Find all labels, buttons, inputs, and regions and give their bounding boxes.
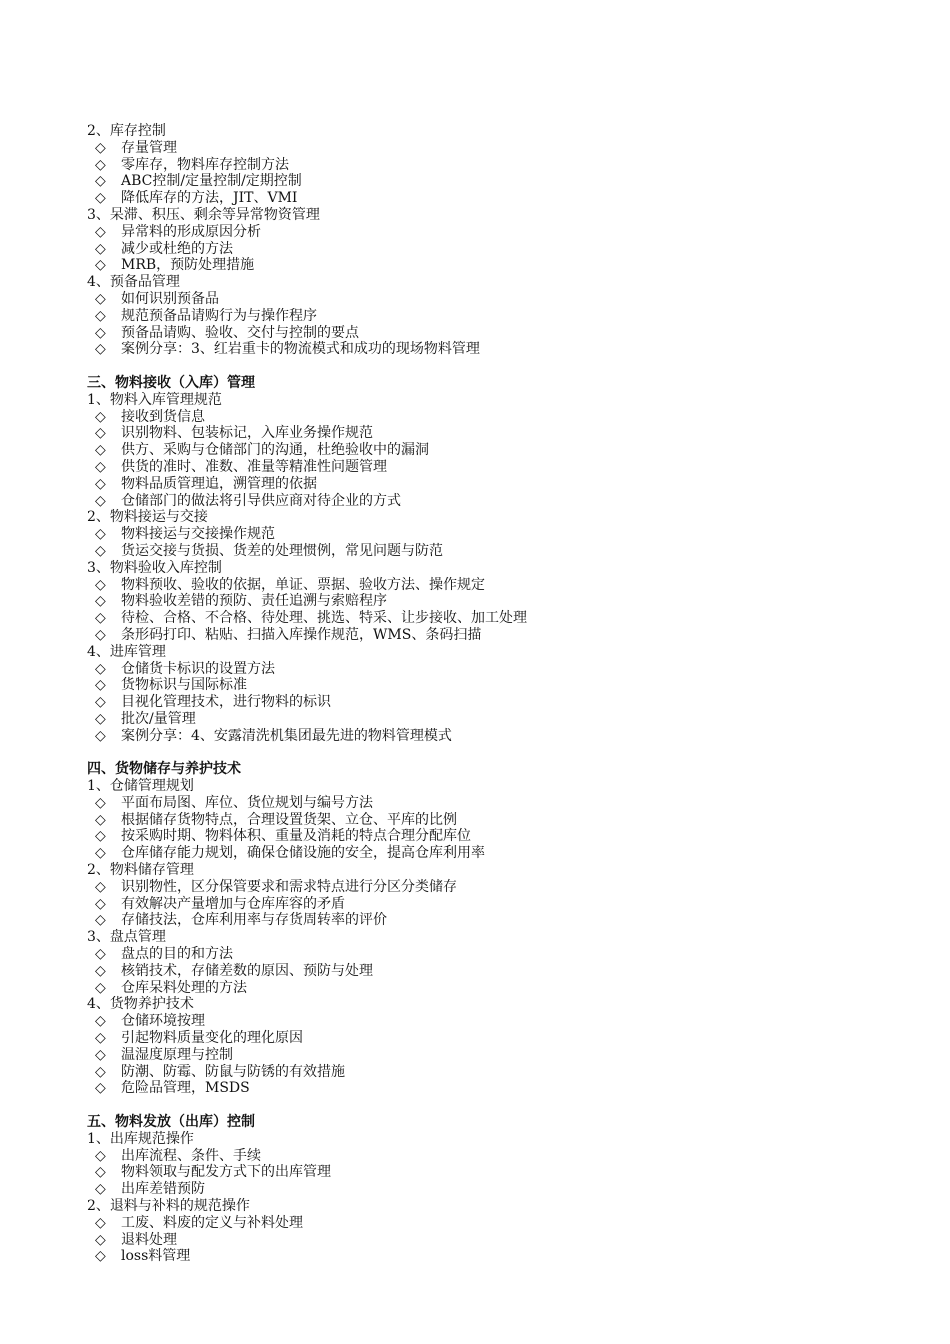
bullet-item <box>87 1013 907 1030</box>
bullet-text: 待检、合格、不合格、待处理、挑选、特采、让步接收、加工处理 <box>121 610 527 627</box>
bullet-text: 案例分享：4、安露清洗机集团最先进的物料管理模式 <box>121 727 452 744</box>
bullet-text: 如何识别预备品 <box>121 290 219 307</box>
diamond-bullet-icon: ◇ <box>95 1248 106 1265</box>
bullet-item <box>87 190 907 207</box>
subsection-title: 3、呆滞、积压、剩余等异常物资管理 <box>87 206 320 223</box>
diamond-bullet-icon: ◇ <box>95 811 106 828</box>
diamond-bullet-icon: ◇ <box>95 1231 106 1248</box>
bullet-item <box>87 661 907 678</box>
bullet-item <box>87 879 907 896</box>
bullet-text: 防潮、防霉、防鼠与防锈的有效措施 <box>121 1063 345 1080</box>
diamond-bullet-icon: ◇ <box>95 257 106 274</box>
bullet-text: 仓储环境按理 <box>121 1013 205 1030</box>
bullet-text: 预备品请购、验收、交付与控制的要点 <box>121 324 359 341</box>
bullet-item <box>87 711 907 728</box>
bullet-text: 物料领取与配发方式下的出库管理 <box>121 1164 331 1181</box>
bullet-item <box>87 1080 907 1097</box>
bullet-text: 出库流程、条件、手续 <box>121 1147 261 1164</box>
bullet-item <box>87 1064 907 1081</box>
bullet-item <box>87 543 907 560</box>
diamond-bullet-icon: ◇ <box>95 173 106 190</box>
bullet-item <box>87 828 907 845</box>
subsection-title: 1、出库规范操作 <box>87 1130 194 1147</box>
diamond-bullet-icon: ◇ <box>95 1013 106 1030</box>
bullet-item <box>87 1248 907 1265</box>
bullet-text: 减少或杜绝的方法 <box>121 240 233 257</box>
diamond-bullet-icon: ◇ <box>95 710 106 727</box>
bullet-item <box>87 1030 907 1047</box>
diamond-bullet-icon: ◇ <box>95 425 106 442</box>
subsection-title: 2、物料接运与交接 <box>87 509 208 526</box>
diamond-bullet-icon: ◇ <box>95 156 106 173</box>
bullet-text: 引起物料质量变化的理化原因 <box>121 1030 303 1047</box>
bullet-item <box>87 593 907 610</box>
subsection-title: 4、预备品管理 <box>87 274 180 291</box>
diamond-bullet-icon: ◇ <box>95 542 106 559</box>
bullet-item <box>87 1164 907 1181</box>
bullet-item <box>87 140 907 157</box>
subsection-title: 1、仓储管理规划 <box>87 778 194 795</box>
diamond-bullet-icon: ◇ <box>95 694 106 711</box>
diamond-bullet-icon: ◇ <box>95 895 106 912</box>
bullet-text: 退料处理 <box>121 1231 177 1248</box>
bullet-text: 仓库呆料处理的方法 <box>121 979 247 996</box>
bullet-text: 批次/量管理 <box>121 710 196 727</box>
diamond-bullet-icon: ◇ <box>95 324 106 341</box>
bullet-item <box>87 308 907 325</box>
bullet-item <box>87 946 907 963</box>
diamond-bullet-icon: ◇ <box>95 962 106 979</box>
bullet-text: 仓储部门的做法将引导供应商对待企业的方式 <box>121 492 401 509</box>
diamond-bullet-icon: ◇ <box>95 442 106 459</box>
diamond-bullet-icon: ◇ <box>95 290 106 307</box>
bullet-item <box>87 1181 907 1198</box>
bullet-item <box>87 341 907 358</box>
bullet-item <box>87 526 907 543</box>
bullet-item <box>87 325 907 342</box>
bullet-item <box>87 425 907 442</box>
bullet-text: 货运交接与货损、货差的处理惯例，常见问题与防范 <box>121 542 443 559</box>
subsection-title: 2、库存控制 <box>87 123 166 139</box>
bullet-item <box>87 610 907 627</box>
diamond-bullet-icon: ◇ <box>95 408 106 425</box>
bullet-text: 条形码打印、粘贴、扫描入库操作规范，WMS、条码扫描 <box>121 626 482 643</box>
diamond-bullet-icon: ◇ <box>95 341 106 358</box>
diamond-bullet-icon: ◇ <box>95 794 106 811</box>
bullet-item <box>87 896 907 913</box>
diamond-bullet-icon: ◇ <box>95 727 106 744</box>
bullet-text: 危险品管理，MSDS <box>121 1080 250 1097</box>
bullet-text: 物料验收差错的预防、责任追溯与索赔程序 <box>121 593 387 610</box>
bullet-text: 规范预备品请购行为与操作程序 <box>121 307 317 324</box>
bullet-text: 盘点的目的和方法 <box>121 946 233 963</box>
bullet-text: 供货的准时、准数、准量等精准性问题管理 <box>121 458 387 475</box>
bullet-item <box>87 963 907 980</box>
subsection-title: 4、货物养护技术 <box>87 996 194 1013</box>
bullet-text: 有效解决产量增加与仓库库容的矛盾 <box>121 895 345 912</box>
bullet-item <box>87 812 907 829</box>
bullet-text: 零库存，物料库存控制方法 <box>121 156 289 173</box>
subsection-title: 1、物料入库管理规范 <box>87 391 222 408</box>
document-body <box>87 123 907 1265</box>
diamond-bullet-icon: ◇ <box>95 593 106 610</box>
diamond-bullet-icon: ◇ <box>95 139 106 156</box>
bullet-text: loss料管理 <box>121 1248 191 1265</box>
bullet-text: 识别物性，区分保管要求和需求特点进行分区分类储存 <box>121 878 457 895</box>
diamond-bullet-icon: ◇ <box>95 979 106 996</box>
bullet-text: 核销技术，存储差数的原因、预防与处理 <box>121 962 373 979</box>
bullet-item <box>87 241 907 258</box>
bullet-text: 案例分享：3、红岩重卡的物流模式和成功的现场物料管理 <box>121 341 480 358</box>
bullet-item <box>87 980 907 997</box>
bullet-text: 识别物料、包装标记，入库业务操作规范 <box>121 425 373 442</box>
bullet-text: 根据储存货物特点，合理设置货架、立仓、平库的比例 <box>121 811 457 828</box>
bullet-text: 出库差错预防 <box>121 1181 205 1198</box>
diamond-bullet-icon: ◇ <box>95 190 106 207</box>
section-heading: 三、物料接收（入库）管理 <box>87 374 255 391</box>
bullet-text: 物料品质管理追，溯管理的依据 <box>121 475 317 492</box>
bullet-text: 仓储货卡标识的设置方法 <box>121 660 275 677</box>
bullet-item <box>87 1232 907 1249</box>
diamond-bullet-icon: ◇ <box>95 1046 106 1063</box>
diamond-bullet-icon: ◇ <box>95 1164 106 1181</box>
bullet-item <box>87 442 907 459</box>
diamond-bullet-icon: ◇ <box>95 1214 106 1231</box>
diamond-bullet-icon: ◇ <box>95 912 106 929</box>
bullet-item <box>87 627 907 644</box>
bullet-item <box>87 173 907 190</box>
section-heading: 五、物料发放（出库）控制 <box>87 1114 255 1131</box>
subsection-title: 2、退料与补料的规范操作 <box>87 1198 250 1214</box>
diamond-bullet-icon: ◇ <box>95 828 106 845</box>
diamond-bullet-icon: ◇ <box>95 610 106 627</box>
diamond-bullet-icon: ◇ <box>95 576 106 593</box>
diamond-bullet-icon: ◇ <box>95 223 106 240</box>
diamond-bullet-icon: ◇ <box>95 660 106 677</box>
bullet-item <box>87 912 907 929</box>
bullet-item <box>87 845 907 862</box>
bullet-item <box>87 257 907 274</box>
bullet-item <box>87 224 907 241</box>
bullet-text: 目视化管理技术，进行物料的标识 <box>121 694 331 711</box>
bullet-item <box>87 1047 907 1064</box>
diamond-bullet-icon: ◇ <box>95 492 106 509</box>
bullet-item <box>87 728 907 745</box>
bullet-text: 温湿度原理与控制 <box>121 1046 233 1063</box>
diamond-bullet-icon: ◇ <box>95 878 106 895</box>
diamond-bullet-icon: ◇ <box>95 626 106 643</box>
subsection-title: 3、盘点管理 <box>87 929 166 946</box>
subsection-title: 3、物料验收入库控制 <box>87 559 222 576</box>
bullet-text: 降低库存的方法，JIT、VMI <box>121 190 298 207</box>
bullet-item <box>87 409 907 426</box>
bullet-item <box>87 1215 907 1232</box>
bullet-item <box>87 577 907 594</box>
section-spacer <box>87 1097 907 1114</box>
bullet-item <box>87 291 907 308</box>
diamond-bullet-icon: ◇ <box>95 1063 106 1080</box>
bullet-text: MRB，预防处理措施 <box>121 257 255 274</box>
diamond-bullet-icon: ◇ <box>95 946 106 963</box>
diamond-bullet-icon: ◇ <box>95 307 106 324</box>
bullet-text: 平面布局图、库位、货位规划与编号方法 <box>121 794 373 811</box>
bullet-text: 接收到货信息 <box>121 408 205 425</box>
section-spacer <box>87 358 907 375</box>
section-spacer <box>87 744 907 761</box>
bullet-text: 异常料的形成原因分析 <box>121 223 261 240</box>
bullet-item <box>87 493 907 510</box>
bullet-text: 物料预收、验收的依据，单证、票据、验收方法、操作规定 <box>121 576 485 593</box>
bullet-item <box>87 795 907 812</box>
diamond-bullet-icon: ◇ <box>95 1181 106 1198</box>
diamond-bullet-icon: ◇ <box>95 677 106 694</box>
bullet-text: 供方、采购与仓储部门的沟通，杜绝验收中的漏洞 <box>121 442 429 459</box>
diamond-bullet-icon: ◇ <box>95 526 106 543</box>
bullet-item <box>87 694 907 711</box>
subsection-title: 2、物料储存管理 <box>87 862 194 879</box>
bullet-item <box>87 677 907 694</box>
diamond-bullet-icon: ◇ <box>95 1147 106 1164</box>
bullet-item <box>87 157 907 174</box>
section-heading: 四、货物储存与养护技术 <box>87 761 241 778</box>
bullet-text: 工废、料废的定义与补料处理 <box>121 1214 303 1231</box>
diamond-bullet-icon: ◇ <box>95 845 106 862</box>
diamond-bullet-icon: ◇ <box>95 475 106 492</box>
diamond-bullet-icon: ◇ <box>95 240 106 257</box>
bullet-text: 物料接运与交接操作规范 <box>121 526 275 543</box>
bullet-text: 仓库储存能力规划，确保仓储设施的安全，提高仓库利用率 <box>121 845 485 862</box>
bullet-text: 按采购时期、物料体积、重量及消耗的特点合理分配库位 <box>121 828 471 845</box>
diamond-bullet-icon: ◇ <box>95 1030 106 1047</box>
diamond-bullet-icon: ◇ <box>95 1080 106 1097</box>
bullet-text: 存量管理 <box>121 139 177 156</box>
bullet-text: ABC控制/定量控制/定期控制 <box>121 173 302 190</box>
bullet-item <box>87 1148 907 1165</box>
diamond-bullet-icon: ◇ <box>95 458 106 475</box>
subsection-title: 4、进库管理 <box>87 643 166 660</box>
bullet-item <box>87 476 907 493</box>
bullet-item <box>87 459 907 476</box>
bullet-text: 货物标识与国际标准 <box>121 677 247 694</box>
bullet-text: 存储技法，仓库利用率与存货周转率的评价 <box>121 912 387 929</box>
